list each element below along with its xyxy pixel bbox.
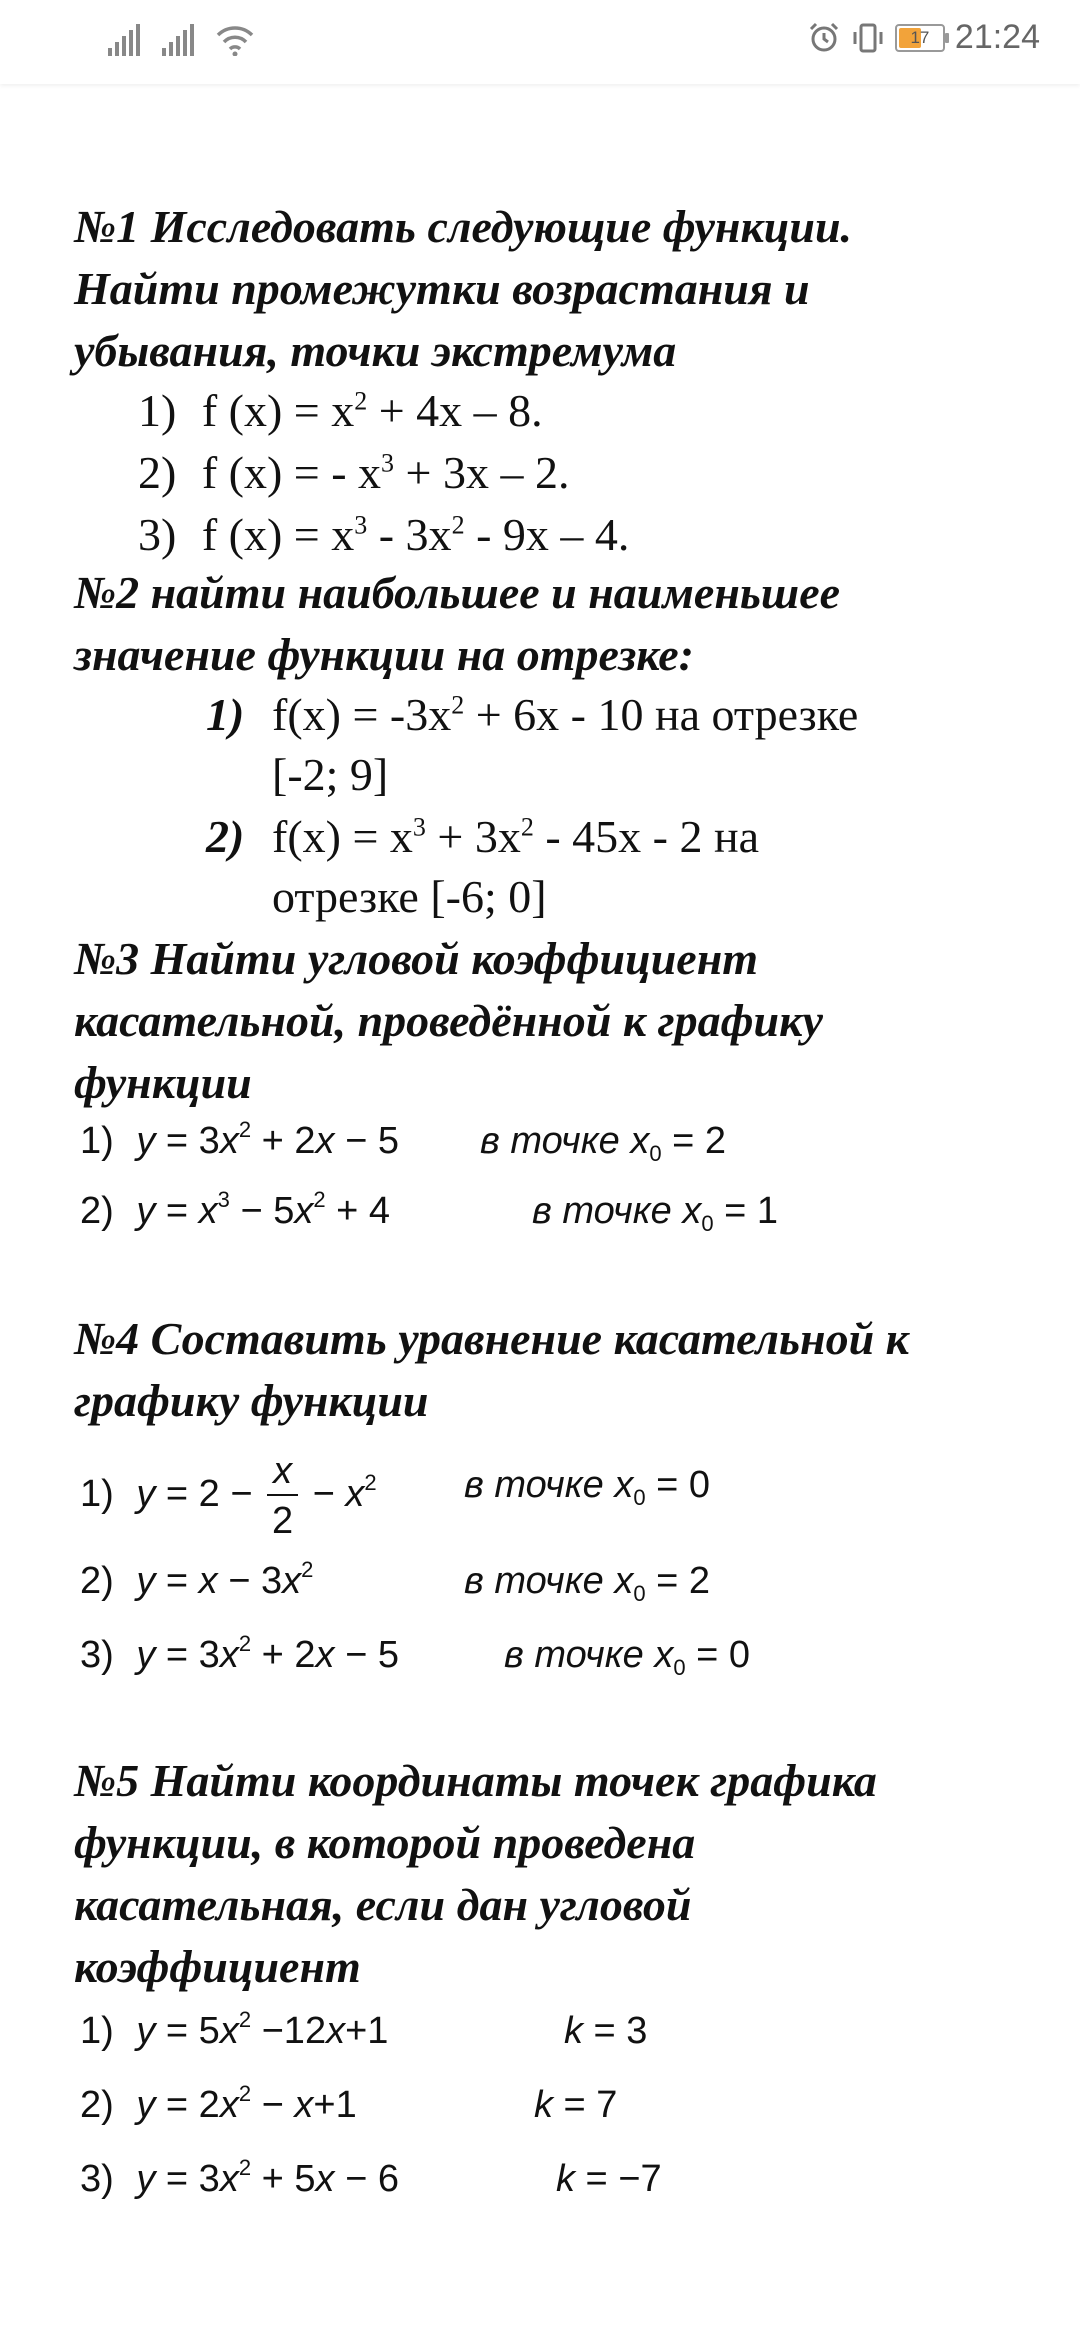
section2-item-line2: отрезке [-6; 0] [272,871,547,922]
battery-level: 17 [910,27,930,47]
section5-slope: k = −7 [556,2158,662,2200]
section4-item: 1) y = 2 − $\frac{x}{2}$ − $x^2$ [80,1450,377,1542]
section2-heading-line2: значение функции на отрезке: [74,629,694,680]
section4-item: 3) $y = 3x^2 + 2x - 5$ [80,1631,399,1676]
section5-heading-line2: функции, в которой проведена [74,1817,696,1868]
vibrate-icon [851,21,885,55]
section4-heading-line2: графику функции [74,1375,429,1426]
section5-heading-line1: №5 Найти координаты точек графика [74,1755,877,1806]
battery-icon [895,24,945,52]
section1-heading-line3: убывания, точки экстремума [74,325,677,376]
section1-heading-line1: №1 Исследовать следующие функции. [74,201,853,252]
section5-heading-line4: коэффициент [74,1941,361,1992]
section4-point: в точке $x_0 = 0$ [504,1634,751,1680]
section2-item-number: 2) [206,811,245,862]
section1-item: 3) f $(x) = x^3 - 3x^2 - 9x - 4$. [138,509,630,560]
section3-heading-line3: функции [74,1057,252,1108]
status-right [807,18,1040,57]
section4-item: 2) $y = x - 3x^2$ [80,1557,314,1602]
section5-item: 2) $y = 2x^2 - x+1$ [80,2081,357,2126]
section5-slope: k = 3 [564,2010,648,2052]
signal-icon [162,22,194,56]
wifi-icon [216,24,254,56]
section1-item: 2) f (x) = - $x^3 + 3x - 2$. [138,447,570,498]
section3-item: 1) $y = 3x^2 + 2x - 5$ [80,1117,399,1162]
fraction: $\frac{x}{2}$ [267,1452,298,1540]
section4-heading-line1: №4 Составить уравнение касательной к [74,1313,909,1364]
section5-item: 1) $y = 5x^2 -12x+1$ [80,2007,389,2052]
section1-item: 1) f $(x) = x^2 + 4x - 8$. [138,385,543,436]
section2-item-number: 1) [206,689,245,740]
section3-heading-line2: касательной, проведённой к графику [74,995,823,1046]
status-bar [0,0,1080,84]
section1-heading-line2: Найти промежутки возрастания и [74,263,810,314]
section3-item: 2) $y = x^3 - 5x^2 + 4$ [80,1187,391,1232]
section4-point: в точке $x_0 = 2$ [464,1560,711,1606]
signal-icon [108,22,140,56]
section2-heading-line1: №2 найти наибольшее и наименьшее [74,567,841,618]
clock: 21:24 [954,18,1040,56]
section2-item-line2: [-2; 9] [272,749,389,800]
section4-point: в точке $x_0 = 0$ [464,1464,711,1510]
section5-heading-line3: касательная, если дан угловой [74,1879,692,1930]
section2-item: $f(x) = x^3 + 3x^2 - 45x - 2$ на [272,811,760,862]
section5-slope: k = 7 [534,2084,618,2126]
alarm-icon [807,21,841,55]
section2-item: $f(x) = -3x^2 + 6x - 10$ на отрезке [272,689,859,740]
section3-point: в точке $x_0 = 1$ [532,1190,779,1236]
section3-heading-line1: №3 Найти угловой коэффициент [74,933,759,984]
status-left [108,22,254,56]
section5-item: 3) $y = 3x^2 + 5x - 6$ [80,2155,399,2200]
section3-point: в точке $x_0 = 2$ [480,1120,727,1166]
